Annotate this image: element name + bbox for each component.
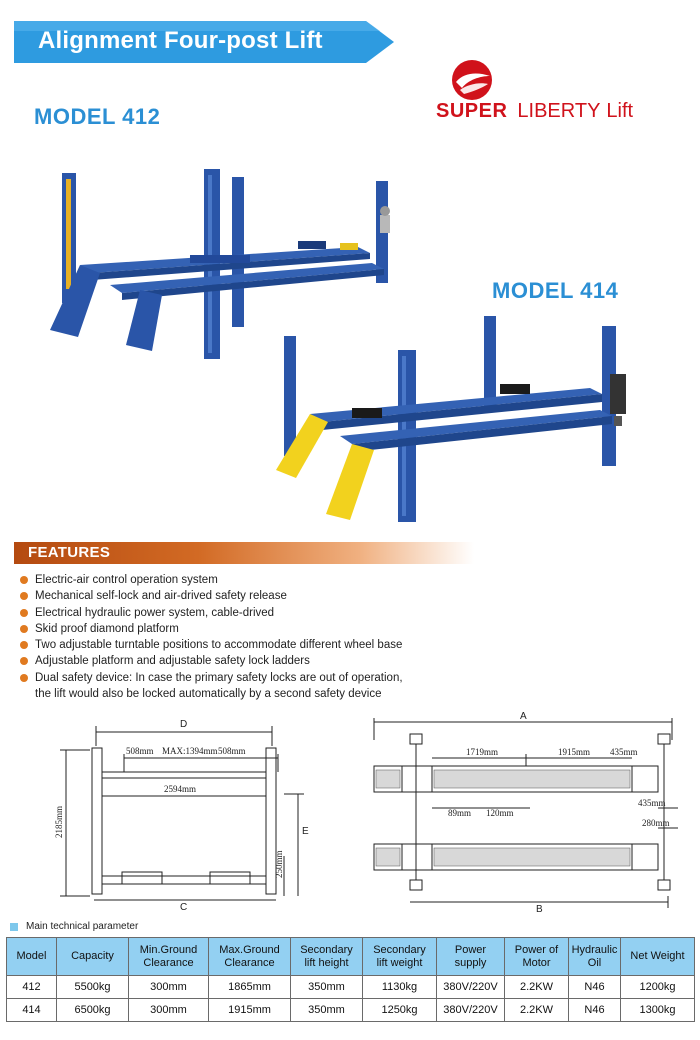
page-title: Alignment Four-post Lift <box>38 27 323 54</box>
feature-item <box>20 637 680 653</box>
bullet-icon <box>20 657 28 665</box>
feature-item <box>20 605 680 621</box>
header-line: Net Weight <box>630 950 685 962</box>
dim-250: 250mm <box>274 850 284 878</box>
header-line: Min.Ground <box>139 943 198 956</box>
table-row <box>7 999 695 1022</box>
model-412-label: MODEL 412 <box>34 104 161 129</box>
title-banner <box>14 21 394 63</box>
table-header-cell <box>437 938 505 976</box>
table-cell: 5500kg <box>57 976 129 999</box>
table-cell: N46 <box>569 976 621 999</box>
table-header-cell <box>621 938 695 976</box>
header-line: lift height <box>304 956 349 969</box>
table-caption-text: Main technical parameter <box>26 921 139 932</box>
dim-1915: 1915mm <box>558 747 591 757</box>
table-cell: N46 <box>569 999 621 1022</box>
feature-text: Two adjustable turntable positions to accommodate different wheel base <box>35 639 403 652</box>
header-line: Motor <box>522 956 551 969</box>
feature-text: Electrical hydraulic power system, cable-drived <box>35 606 275 619</box>
header-line: Oil <box>587 956 602 969</box>
table-cell: 1300kg <box>621 999 695 1022</box>
table-header-cell <box>291 938 363 976</box>
model-414-label: MODEL 414 <box>492 278 619 303</box>
dim-label-d: D <box>180 719 188 730</box>
dim-max-1394: MAX:1394mm <box>162 746 218 756</box>
feature-item <box>20 621 680 637</box>
header-line: Capacity <box>71 950 114 962</box>
table-header-cell <box>57 938 129 976</box>
brand-name <box>436 100 633 123</box>
dim-1719: 1719mm <box>466 747 499 757</box>
brand-word-lift: Lift <box>606 100 634 122</box>
feature-text: Mechanical self-lock and air-drived safety release <box>35 590 287 603</box>
feature-item <box>20 588 680 604</box>
dim-508-left: 508mm <box>126 746 154 756</box>
header-line: Model <box>16 950 47 962</box>
header-line: Secondary <box>300 943 353 956</box>
dim-2185: 2185mm <box>54 805 64 838</box>
dim-435-side: 435mm <box>638 798 666 808</box>
feature-text: Dual safety device: In case the primary safety locks are out of operation, <box>35 671 403 684</box>
table-cell: 300mm <box>129 999 209 1022</box>
right-dimension-diagram <box>362 710 682 915</box>
table-cell: 1915mm <box>209 999 291 1022</box>
table-cell: 300mm <box>129 976 209 999</box>
table-caption <box>10 921 138 932</box>
table-cell: 1250kg <box>363 999 437 1022</box>
bullet-icon <box>20 641 28 649</box>
table-cell: 414 <box>7 999 57 1022</box>
brand-logo-icon <box>450 58 494 102</box>
model-414-lift-illustration <box>270 310 680 525</box>
header-line: supply <box>454 956 487 969</box>
dim-89: 89mm <box>448 808 472 818</box>
feature-text: Adjustable platform and adjustable safety lock ladders <box>35 655 310 668</box>
table-body <box>7 976 695 1022</box>
left-dimension-diagram <box>46 712 336 912</box>
features-header-bar <box>14 542 474 564</box>
header-line: Power <box>454 943 487 956</box>
feature-item <box>20 653 680 669</box>
table-cell: 1130kg <box>363 976 437 999</box>
header-line: Max.Ground <box>219 943 280 956</box>
spec-table <box>6 937 695 1022</box>
dim-435-top: 435mm <box>610 747 638 757</box>
brand-word-super: SUPER <box>436 100 508 122</box>
table-cell: 1865mm <box>209 976 291 999</box>
bullet-icon <box>20 674 28 682</box>
feature-continuation: the lift would also be locked automatically by a second safety device <box>35 688 382 701</box>
table-cell: 350mm <box>291 999 363 1022</box>
feature-item <box>20 572 680 588</box>
table-cell: 2.2KW <box>505 999 569 1022</box>
table-header-cell <box>7 938 57 976</box>
bullet-icon <box>20 592 28 600</box>
header-line: Hydraulic <box>571 943 618 956</box>
dim-label-c: C <box>180 902 188 912</box>
table-header-cell <box>505 938 569 976</box>
bullet-icon <box>20 576 28 584</box>
header-line: Secondary <box>373 943 426 956</box>
header-line: lift weight <box>376 956 423 969</box>
table-cell: 6500kg <box>57 999 129 1022</box>
table-header-row <box>7 938 695 976</box>
table-row <box>7 976 695 999</box>
dim-280: 280mm <box>642 818 670 828</box>
header-line: Power of <box>514 943 559 956</box>
caption-square-icon <box>10 923 18 931</box>
dim-label-a: A <box>520 711 527 722</box>
table-header-cell <box>363 938 437 976</box>
dim-2594: 2594mm <box>164 784 197 794</box>
table-header-cell <box>129 938 209 976</box>
table-cell: 380V/220V <box>437 976 505 999</box>
dim-label-e: E <box>302 826 309 837</box>
feature-text: Skid proof diamond platform <box>35 622 179 635</box>
table-cell: 350mm <box>291 976 363 999</box>
table-header-cell <box>209 938 291 976</box>
bullet-icon <box>20 609 28 617</box>
header-line: Clearance <box>224 956 275 969</box>
table-cell: 1200kg <box>621 976 695 999</box>
header-line: Clearance <box>143 956 194 969</box>
dim-label-b: B <box>536 904 543 915</box>
features-title: FEATURES <box>28 544 111 561</box>
table-cell: 2.2KW <box>505 976 569 999</box>
table-cell: 412 <box>7 976 57 999</box>
feature-item <box>20 670 680 686</box>
dim-508-right: 508mm <box>218 746 246 756</box>
bullet-icon <box>20 625 28 633</box>
features-list <box>20 572 680 702</box>
table-header-cell <box>569 938 621 976</box>
brand-word-liberty: LIBERTY <box>517 100 601 122</box>
dim-120: 120mm <box>486 808 514 818</box>
table-cell: 380V/220V <box>437 999 505 1022</box>
feature-text: Electric-air control operation system <box>35 574 218 586</box>
